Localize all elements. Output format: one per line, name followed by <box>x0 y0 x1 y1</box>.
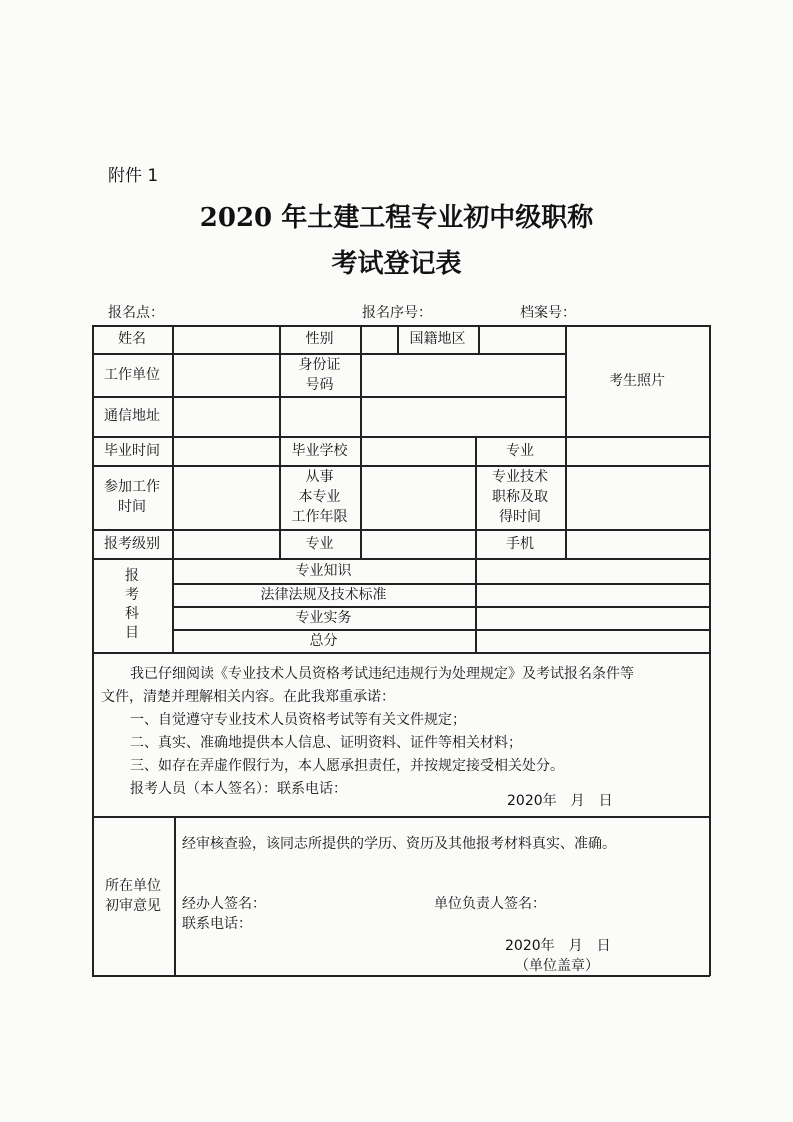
grad-school-field[interactable] <box>360 436 475 465</box>
applicant-signature-line: 报考人员（本人签名）：联系电话： <box>130 781 347 797</box>
pledge-line: 三、如存在弄虚作假行为，本人愿承担责任，并按规定接受相关处分。 <box>130 758 564 774</box>
subject-1-score-field[interactable] <box>475 558 709 583</box>
major-label: 专业 <box>506 442 534 459</box>
phone-label: 手机 <box>506 535 534 552</box>
gender-label: 性别 <box>305 331 334 347</box>
id-number-field[interactable] <box>360 353 565 396</box>
review-statement: 经审核查验，该同志所提供的学历、资历及其他报考材料真实、准确。 <box>182 836 616 852</box>
address-label: 通信地址 <box>104 408 160 424</box>
review-label <box>92 816 174 976</box>
subjects-char: 报 <box>125 568 139 584</box>
region-field[interactable] <box>478 325 565 353</box>
employer-label: 工作单位 <box>104 366 160 383</box>
subjects-char: 科 <box>125 606 139 622</box>
phone-field[interactable] <box>565 529 709 558</box>
review-label-line1: 所在单位 <box>105 878 161 894</box>
id-label-line1: 身份证 <box>298 356 341 373</box>
id-label-line2: 号码 <box>305 376 334 393</box>
pledge-line: 文件，清楚并理解相关内容。在此我郑重承诺： <box>101 689 395 705</box>
handler-signature-label: 经办人签名： <box>182 896 266 912</box>
subjects-char: 目 <box>125 625 139 641</box>
work-start-line1: 参加工作 <box>104 479 160 495</box>
years-line2: 本专业 <box>298 489 341 505</box>
id-number-label <box>279 353 360 396</box>
pledge-line: 一、自觉遵守专业技术人员资格考试等有关文件规定； <box>130 712 466 728</box>
major-field[interactable] <box>565 436 709 465</box>
file-no-label: 档案号： <box>520 305 576 321</box>
subject-total: 总分 <box>309 632 338 649</box>
grad-school-label: 毕业学校 <box>291 442 348 459</box>
grad-time-field[interactable] <box>172 436 279 465</box>
form-subtitle: 考试登记表 <box>331 249 462 279</box>
subject-professional-knowledge: 专业知识 <box>295 562 352 579</box>
review-label-line2: 初审意见 <box>105 898 161 914</box>
tech-title-line2: 职称及取 <box>492 489 548 505</box>
form-title: 2020 年土建工程专业初中级职称 <box>199 203 594 233</box>
unit-seal-label: （单位盖章） <box>515 958 599 974</box>
pledge-line: 我已仔细阅读《专业技术人员资格考试违纪违规行为处理规定》及考试报名条件等 <box>130 666 634 682</box>
subject-2-score-field[interactable] <box>475 583 709 606</box>
region-label: 国籍地区 <box>409 331 466 347</box>
pledge-line: 二、真实、准确地提供本人信息、证明资料、证件等相关材料； <box>130 735 522 751</box>
unit-head-signature-label: 单位负责人签名： <box>434 896 546 912</box>
grad-time-label: 毕业时间 <box>104 442 160 459</box>
tech-title-line3: 得时间 <box>499 509 541 525</box>
tech-title-label <box>475 465 565 529</box>
subjects-label <box>122 567 142 643</box>
years-line1: 从事 <box>305 469 334 485</box>
years-line3: 工作年限 <box>291 509 348 525</box>
registration-point-label: 报名点： <box>108 305 164 321</box>
gender-field[interactable] <box>360 325 397 353</box>
level-major-field[interactable] <box>360 529 475 558</box>
tech-title-line1: 专业技术 <box>492 469 548 485</box>
review-phone-label: 联系电话： <box>182 916 252 932</box>
subjects-char: 考 <box>125 587 139 603</box>
employer-field[interactable] <box>172 353 279 396</box>
total-score-field[interactable] <box>475 629 709 652</box>
subject-practice: 专业实务 <box>295 609 352 626</box>
attachment-label: 附件 1 <box>108 166 159 186</box>
photo-box: 考生照片 <box>609 372 665 389</box>
review-date: 2020年 月 日 <box>505 938 611 954</box>
pledge-date: 2020年 月 日 <box>507 793 613 809</box>
tech-title-field[interactable] <box>565 465 709 529</box>
serial-no-label: 报名序号： <box>362 305 432 321</box>
level-field[interactable] <box>172 529 279 558</box>
subject-3-score-field[interactable] <box>475 606 709 629</box>
level-label: 报考级别 <box>104 535 160 552</box>
years-in-field-label <box>279 465 360 529</box>
name-field[interactable] <box>172 325 279 353</box>
subject-laws-standards: 法律法规及技术标准 <box>260 586 387 603</box>
work-start-line2: 时间 <box>118 499 146 515</box>
work-start-field[interactable] <box>172 465 279 529</box>
years-in-field-field[interactable] <box>360 465 475 529</box>
work-start-label <box>92 465 172 529</box>
name-label: 姓名 <box>118 331 146 347</box>
address-field[interactable] <box>172 396 565 436</box>
level-major-label: 专业 <box>305 535 334 552</box>
